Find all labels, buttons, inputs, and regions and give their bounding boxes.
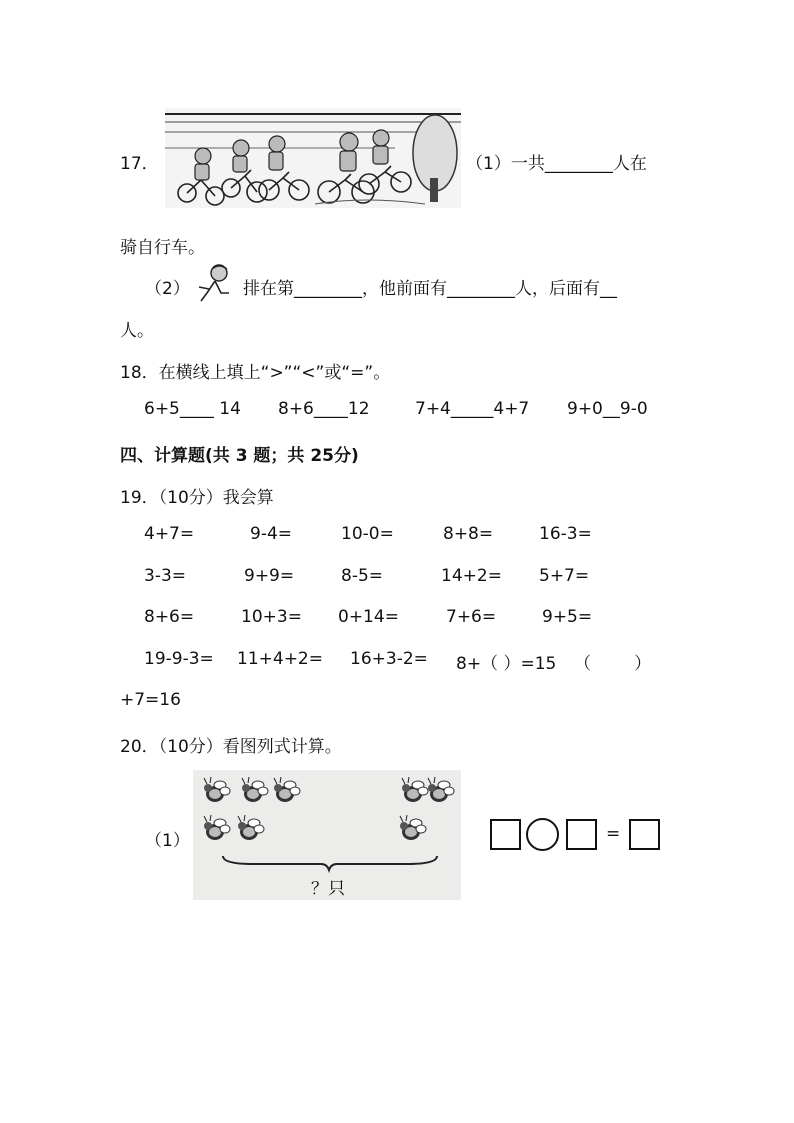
calc-item: 11+4+2= <box>237 649 323 669</box>
question-18-item: 6+5____ 14 <box>144 399 241 419</box>
question-18-item: 9+0__9-0 <box>567 399 648 419</box>
bees-caption: ？只 <box>311 879 345 899</box>
calc-item: 16+3-2= <box>350 649 428 669</box>
calc-item: 10-0= <box>341 524 394 544</box>
question-17-number: 17． <box>120 154 159 174</box>
question-17-part2: 排在第________，他前面有________人，后面有__ <box>243 279 617 299</box>
calc-item: 8+6= <box>144 607 195 627</box>
calc-item: 9-4= <box>250 524 293 544</box>
answer-box[interactable] <box>629 819 660 850</box>
calc-item-cont: +7=16 <box>120 690 181 710</box>
bees-image <box>193 770 461 900</box>
question-18-item: 8+6____12 <box>278 399 370 419</box>
calc-item: 7+6= <box>446 607 497 627</box>
question-19-prompt: 19．（10分）我会算 <box>120 488 274 508</box>
calc-item: 14+2= <box>441 566 502 586</box>
calc-item: 3-3= <box>144 566 187 586</box>
question-17-part2-label: （2） <box>145 279 190 299</box>
question-18-item: 7+4_____4+7 <box>415 399 530 419</box>
equals-sign: = <box>606 824 621 844</box>
calc-item: 0+14= <box>338 607 399 627</box>
question-17-part2-cont: 人。 <box>120 321 154 341</box>
calc-item: 4+7= <box>144 524 195 544</box>
question-18-prompt: 18．在横线上填上“>”“<”或“=”。 <box>120 363 391 383</box>
question-20-prompt: 20．（10分）看图列式计算。 <box>120 737 342 757</box>
calc-item: 8+（ ）=15 <box>456 654 557 674</box>
calc-item: 8+8= <box>443 524 494 544</box>
calc-item: 10+3= <box>241 607 302 627</box>
calc-item: 9+9= <box>244 566 295 586</box>
operator-circle[interactable] <box>526 818 559 851</box>
child-figure-icon <box>195 263 235 303</box>
section-heading: 四、计算题(共 3 题；共 25分) <box>120 446 359 466</box>
answer-box[interactable] <box>490 819 521 850</box>
calc-item: 5+7= <box>539 566 590 586</box>
cycling-children-image <box>165 108 461 208</box>
answer-box[interactable] <box>566 819 597 850</box>
question-17-part1-cont: 骑自行车。 <box>120 238 205 258</box>
calc-item: （ ） <box>574 654 652 674</box>
calc-item: 9+5= <box>542 607 593 627</box>
question-17-part1: （1）一共________人在 <box>466 154 647 174</box>
calc-item: 19-9-3= <box>144 649 214 669</box>
calc-item: 8-5= <box>341 566 384 586</box>
calc-item: 16-3= <box>539 524 592 544</box>
question-20-sub1-label: （1） <box>145 831 190 851</box>
